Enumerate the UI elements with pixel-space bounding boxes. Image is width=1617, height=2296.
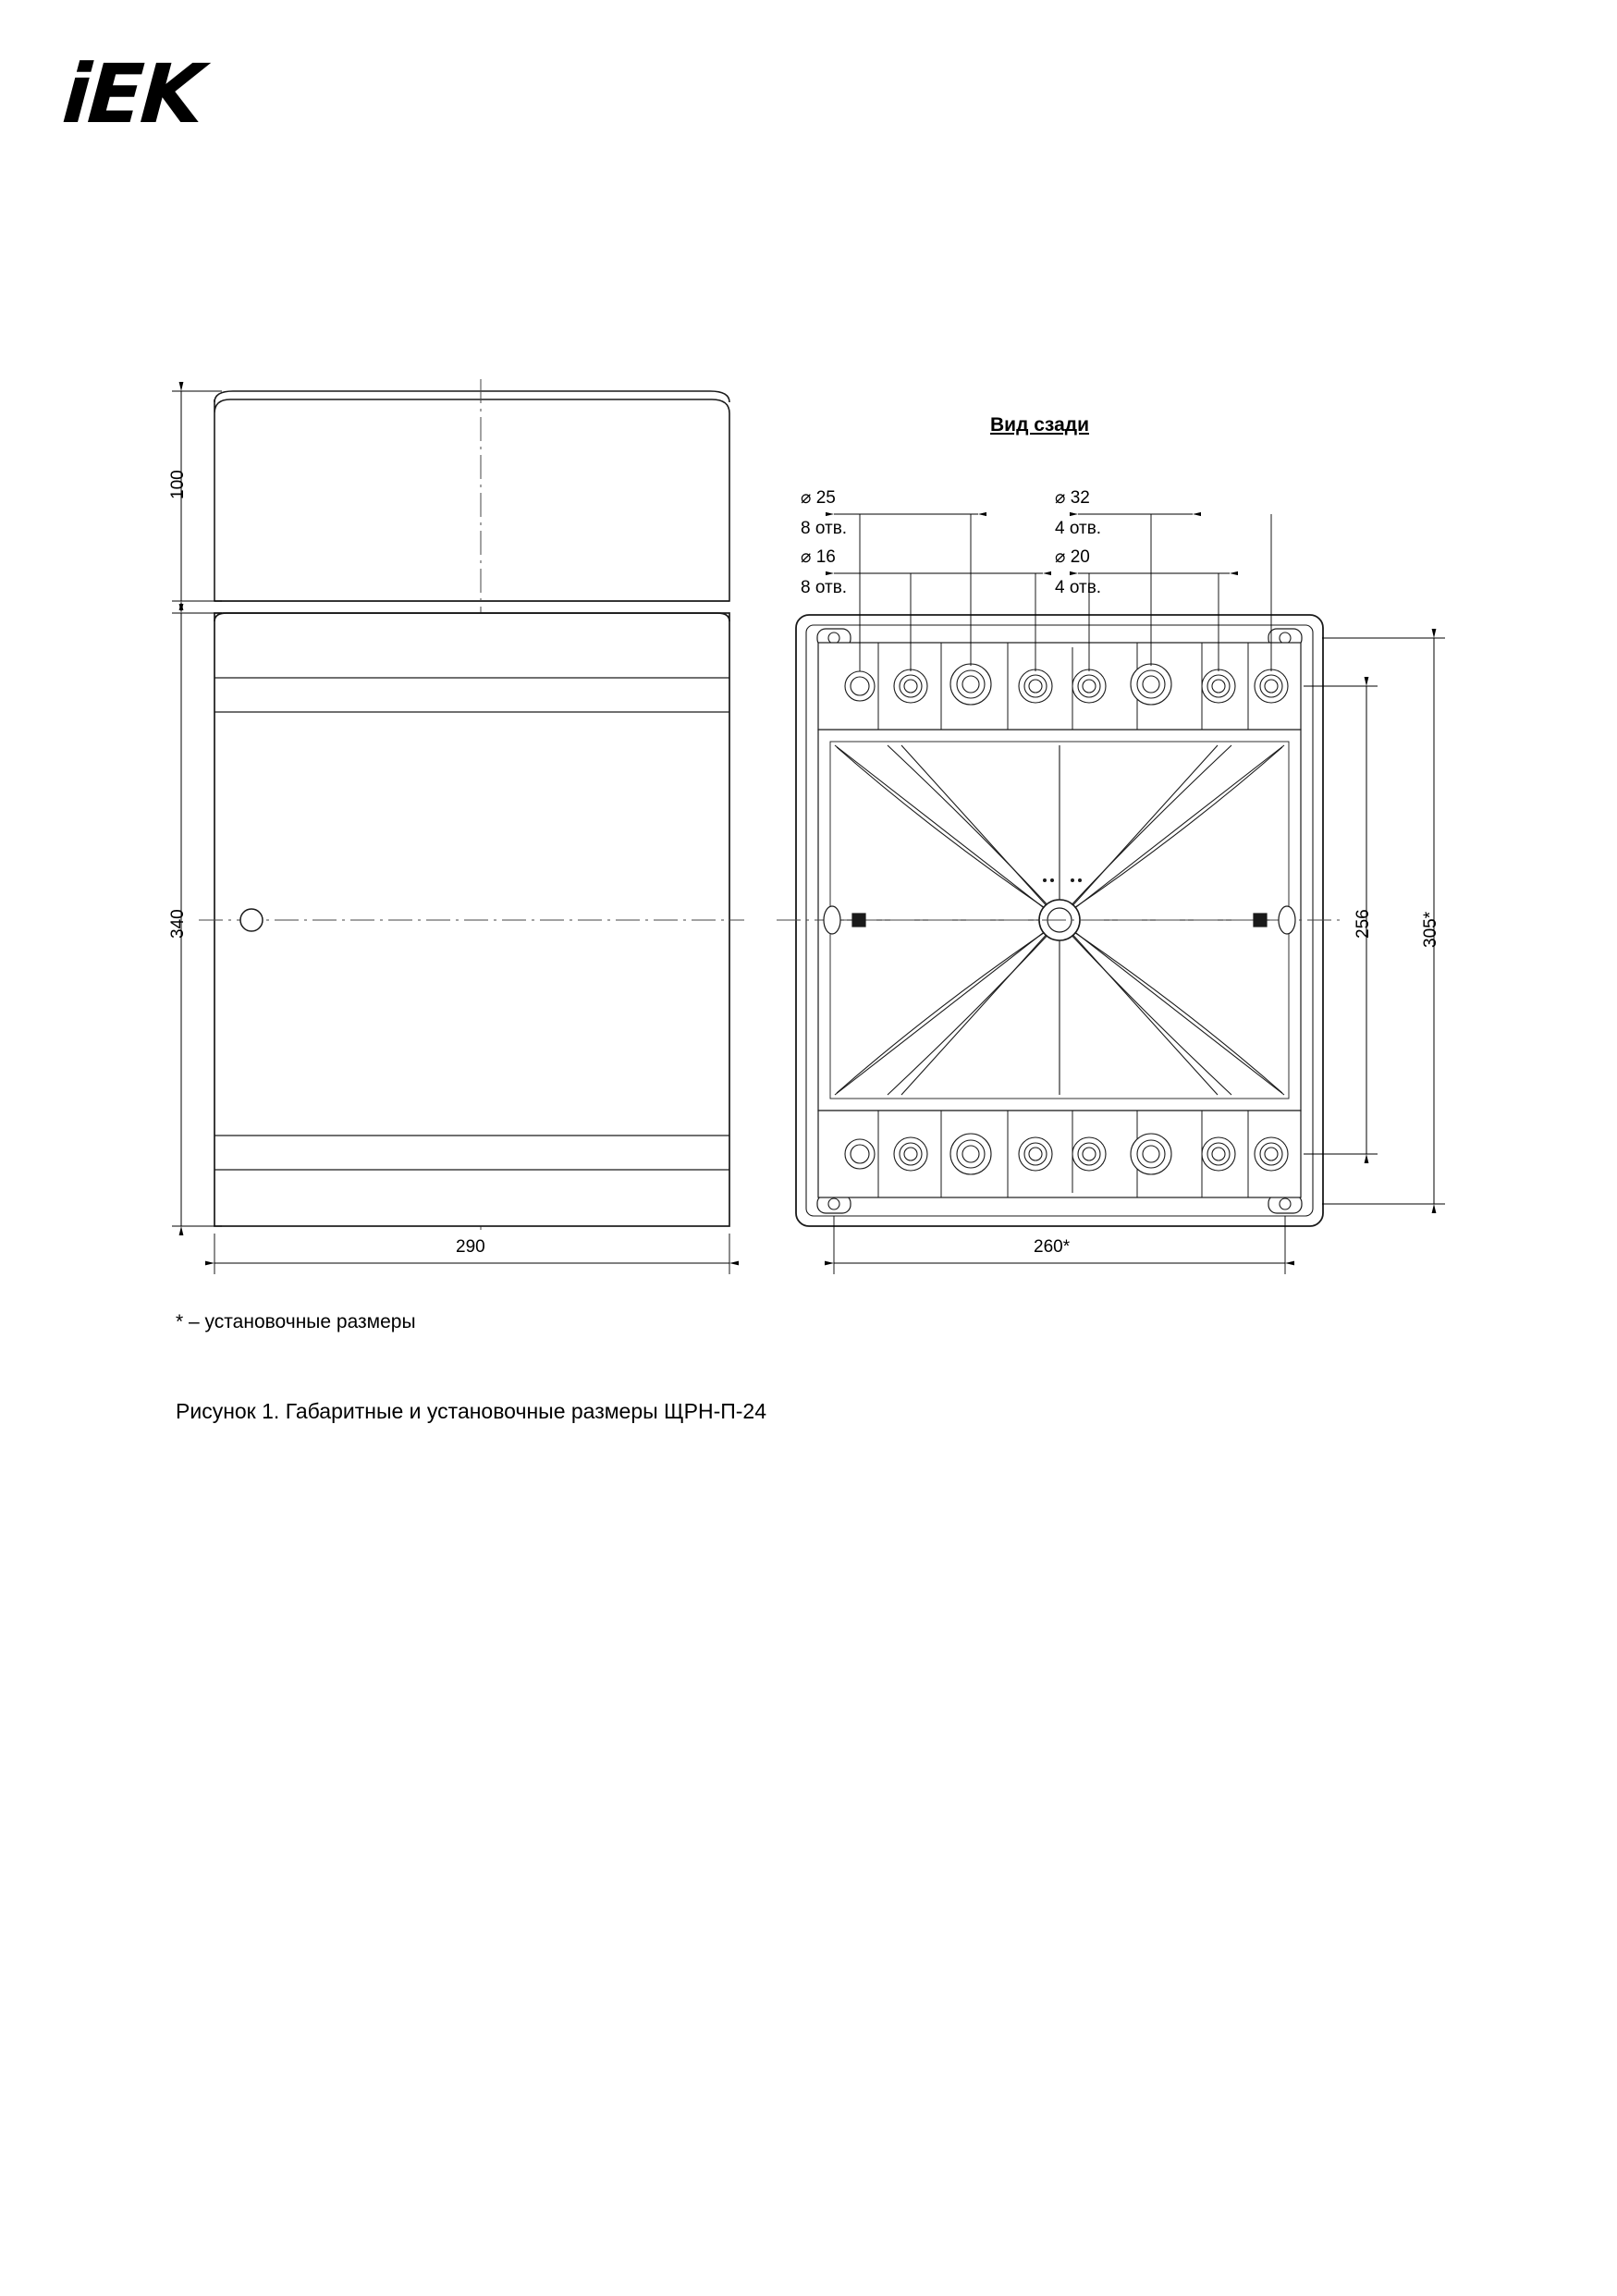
figure-caption: Рисунок 1. Габаритные и установочные размеры ЩРН-П-24: [176, 1399, 767, 1423]
callout-diameter-20: ⌀ 20: [1055, 547, 1090, 567]
callout-diameter-16: ⌀ 16: [801, 547, 836, 567]
callout-count-32: 4 отв.: [1055, 519, 1102, 538]
dim-height-340: 340: [168, 909, 188, 939]
callout-diameter-32: ⌀ 32: [1055, 488, 1090, 508]
footnote: * – установочные размеры: [176, 1311, 416, 1332]
iek-logo: iEK: [59, 46, 205, 141]
dim-width-290: 290: [456, 1237, 485, 1257]
dim-mount-width-260: 260*: [1034, 1237, 1071, 1257]
back-view-title: Вид сзади: [990, 414, 1089, 436]
dim-height-100: 100: [168, 470, 188, 499]
dim-inner-height-256: 256: [1354, 909, 1373, 939]
callout-count-25: 8 отв.: [801, 519, 848, 538]
dim-mount-height-305: 305*: [1421, 911, 1440, 948]
callout-count-16: 8 отв.: [801, 578, 848, 597]
callout-count-20: 4 отв.: [1055, 578, 1102, 597]
callout-diameter-25: ⌀ 25: [801, 488, 836, 508]
